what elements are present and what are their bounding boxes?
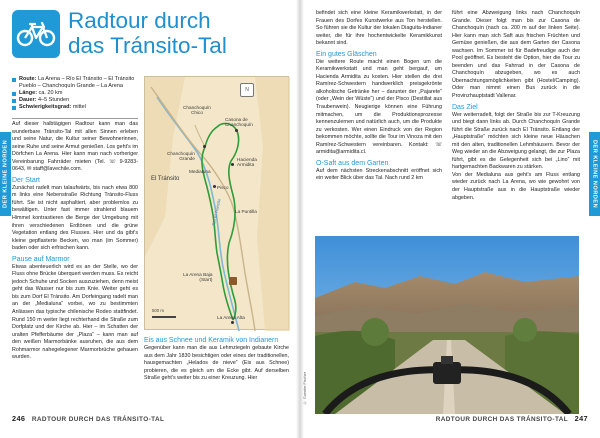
page-title xyxy=(68,8,288,58)
paragraph-ziel: Wer weiterradelt, folgt der Straße bis zur T-Kreuzung und biegt dann links ab. Durch Chanchoquín Grande führt die Straße zurück nach El Tránsito. Entlang der „Hauptstraße“ möchten sich kleine neue Häuschen mit den alten, traditionellen Lehmhäusern. Bevor der Weg wieder an die Abzweigung gelangt, die zur Plaza führt, gibt es die Gelegenheit sich bei „Lino“ mit hartgemachten Backwaren zu stärken. xyxy=(452,111,580,171)
route-map xyxy=(144,76,289,330)
info-duration-label: Dauer: xyxy=(19,97,37,104)
info-length-label: Länge: xyxy=(19,90,38,97)
title-line-1: Radtour durch xyxy=(68,8,211,33)
heading-schnee: Eis aus Schnee und Keramik von Indianern xyxy=(144,337,279,344)
heading-marmor: Pause auf Marmor xyxy=(12,255,70,263)
bullet-square xyxy=(12,99,16,103)
title-line-2: das Tránsito-Tal xyxy=(68,33,227,58)
map-label-la-puntilla: La Puntilla xyxy=(235,209,257,214)
info-route-value: La Arena – Río El Tránsito – El Tránsito Pueblo – Chanchoquín Grande – La Arena xyxy=(19,76,135,90)
paragraph-schnee: Gegenüber kann man die aus Lehmziegeln gebaute Kirche aus dem Jahr 1830 besichtigen oder eines der traditionellen, hausgemachten „Helados de nieve“ (Eis aus Schnee) probieren, die es gleich um die Ecke gibt. Auf derselben Straße geht's weiter bis zu einer Kreuzung. Hier xyxy=(144,345,289,382)
side-tab-right-label: DER KLEINE NORDEN xyxy=(591,139,598,209)
info-difficulty xyxy=(12,104,138,111)
map-scale-bar xyxy=(152,316,176,318)
map-label-la-arena-baja: La Arena Baja (Start) xyxy=(183,272,213,283)
info-length-value: ca. 20 km xyxy=(38,90,63,97)
bullet-square xyxy=(12,92,16,96)
bullet-square xyxy=(12,106,16,110)
map-label-river: Río El Tránsito xyxy=(211,198,222,227)
info-difficulty-label: Schwierigkeitsgrad: xyxy=(19,104,72,111)
info-route-label: Route: xyxy=(19,76,37,82)
heading-garten: O-Saft aus dem Garten xyxy=(316,159,389,167)
side-tab-left-label: DER KLEINE NORDEN xyxy=(2,139,9,209)
info-difficulty-value: mittel xyxy=(72,104,86,111)
photo-cycling-road xyxy=(315,236,579,414)
text-column-2-lower xyxy=(144,334,289,410)
running-head-left: RADTOUR DURCH DAS TRÁNSITO-TAL xyxy=(31,416,165,423)
footer-left xyxy=(12,414,164,423)
footer-right xyxy=(436,414,588,423)
info-duration-value: 4–5 Stunden xyxy=(37,97,70,104)
running-head-right: RADTOUR DURCH DAS TRÁNSITO-TAL xyxy=(435,416,569,423)
page-number-left: 246 xyxy=(12,414,26,423)
bullet-square xyxy=(12,78,16,82)
info-length xyxy=(12,90,138,97)
map-label-chanchoquin-chico: Chanchoquín Chico xyxy=(183,105,211,116)
text-column-3 xyxy=(316,10,442,234)
intro-paragraph: Auf dieser halbtägigen Radtour kann man das wunderbare Tránsito-Tal mit allen Sinnen erleben und seine Natur, die Kultur seiner Bewohnerinnen, seine Ruhe und seine Armut genießen. Los geht's im Dörfchen La Arena. Hier kann man nach vorheriger Vereinbarung Fahrräder mieten (Tel. ☏ 9-9283-0643, ✉ staff@lavechile.com. xyxy=(12,121,138,173)
paragraph-casona: führt eine Abzweigung links nach Chanchoquín Grande. Dieser folgt man bis zur Casona de Chanchoquín (nach ca. 200 m auf der linken Seite). Hier kann man sich Saft aus frischen Früchten und Gemüse genießen, die aus dem Garten der Casona wachsen. Im Sommer ist für Badefreudige auch der Pool geöffnet. Es besteht die Option, hier die Tour zu beenden und das Fahrrad in der Casona de Chanchoquín abzugeben, wo es auch Übernachtungsmöglichkeiten gibt (Hostel/Camping). Oder man nimmt einen Bus zurück in die Provinzhauptstadt Vallenar. xyxy=(452,10,580,100)
info-route xyxy=(12,76,138,90)
bicycle-icon xyxy=(12,10,60,58)
text-column-1 xyxy=(12,121,138,411)
heading-ziel: Das Ziel xyxy=(452,103,478,111)
paragraph-keramik: befindet sich eine kleine Keramikwerkstatt, in der Frauen des Dorfes Kunstwerke aus Ton herstellen. So führen sie die Kultur der lokalen Diaguita-Indianer weiter, die für ihre hochentwickelte Keramikkunst bekannt sind. xyxy=(316,10,442,47)
map-label-pisco: Pisco xyxy=(217,185,229,190)
map-label-medialuna: Medialuna xyxy=(189,169,211,174)
route-info xyxy=(12,76,138,111)
paragraph-start: Zunächst radelt man talaufwärts, bis nach etwa 800 m links eine Nebenstraße Richtung Tránsito-Fluss führt. Sie ist nicht asphaltiert, aber problemlos zu bewältigen. Unter fast immer strahlend blauem Himmel kontrastieren die Berge der Umgebung mit ihren verschiedenen Erdtönen und die grüne Vegetation entlang des Flusses. Hier und da gibt's kleine gepflasterte Becken, wo man (im Sommer) baden oder sich erfrischen kann. xyxy=(12,184,138,252)
map-label-casona: Casona de Chanchoquín xyxy=(225,117,253,128)
map-label-chanchoquin-grande: Chanchoquín Grande xyxy=(167,151,195,162)
page-number-right: 247 xyxy=(574,414,588,423)
map-label-la-arena-alta: La Arena Alta xyxy=(217,315,245,320)
heading-start: Der Start xyxy=(12,176,41,184)
map-label-hacienda: Hacienda Armidita xyxy=(237,157,257,168)
heading-glaeschen: Ein gutes Gläschen xyxy=(316,50,377,58)
compass-north-icon: N xyxy=(240,83,254,97)
photo-credit: © Guenter Fischer xyxy=(303,372,307,405)
info-duration xyxy=(12,97,138,104)
start-marker xyxy=(229,277,237,285)
paragraph-glaeschen: Die weitere Route macht einen Bogen um die Keramikwerkstatt und man geht bergauf, um Hacienda Armidita zu kosten. Hier stellen die drei Ramírez-Schwestern handwerklich preisgekrönte alkoholische Getränke her – darunter der „Pajarete“ (oder „Wein der Wüste“) und der Pisco (Destillat aus Traubenwein). Neugierige können eine Führung mitmachen, um die Produktionsprozesse kennenzulernen und natürlich auch, um die Produkte zu verkosten. Wer einen Eindruck von der Region bekommen möchte, sollte die Tour im Vinoza mit den Ramírez-Schwestern vereinbaren. Kontakt: ☏ armidita@armidita.cl. xyxy=(316,58,442,156)
map-scale-label: 500 m xyxy=(152,308,164,313)
info-divider xyxy=(12,118,138,119)
paragraph-end: Von der Medialuna aus geht's am Fluss entlang wieder zurück nach La Arena, wo wie gewohnt von der Hauptstraße aus in die Hauptstraße wieder abgeben. xyxy=(452,171,580,201)
text-column-4 xyxy=(452,10,580,234)
paragraph-marmor: Etwas abenteuerlich wird es an der Stelle, wo der Fluss ohne Brücke überquert werden muss. Es reicht jedoch Schuhe und Socken auszuziehen, denn meist geht das Wasser nur bis zum Knie. Weiter geht es bis zum Dorf El Tránsito. Am Dorfeingang radelt man an der „Medialuna“ vorbei, wo zu bestimmten Anlässen das typische chilenische Rodeo stattfindet. Rund 150 m weiter liegt rechterhand die Straße zum Dorfplatz und der Kirche ab. Hier – im Schatten der uralten Pfefferbäume der „Plaza“ – kann man auf den weißen Marmorbänke ausruhen, die aus dem Rohmarmor nahegelegener Marmorbrüche gehauen wurden. xyxy=(12,263,138,361)
paragraph-garten: Auf dem nächsten Streckenabschnitt eröffnet sich ein weiter Blick über das Tal. Nach rund 2 km xyxy=(316,167,442,182)
map-label-el-transito: El Tránsito xyxy=(151,176,180,182)
